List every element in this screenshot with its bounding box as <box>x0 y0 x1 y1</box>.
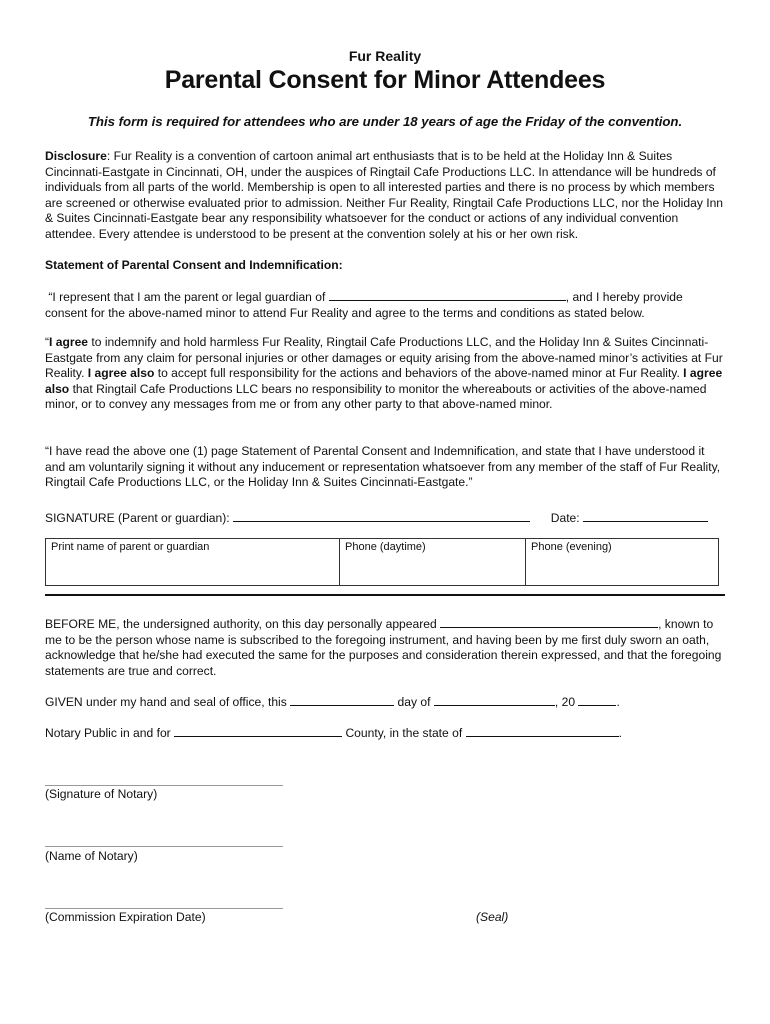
commission-date-label: (Commission Expiration Date) <box>45 910 206 924</box>
disclosure-label: Disclosure <box>45 149 107 163</box>
notary-public-text: Notary Public in and for <box>45 726 171 740</box>
known-text: , known to me to be the person whose name is subscribed to the foregoing instrument, and having been by me first duly sworn an oath, acknowledge that he/she had executed the same for the purposes and consideration therein expressed, and that the foregoing statements are true and correct. <box>45 617 722 678</box>
represent-text-before: “I represent that I am the parent or legal guardian of <box>48 290 326 304</box>
notary-public-row <box>45 724 727 742</box>
phone-evening-label: Phone (evening) <box>531 541 612 553</box>
phone-daytime-label: Phone (daytime) <box>345 541 426 553</box>
given-period: . <box>616 695 620 709</box>
disclosure-paragraph <box>45 149 727 243</box>
agreement-paragraph <box>45 335 727 413</box>
notary-period: . <box>618 726 622 740</box>
agree-clause-3: I agree also <box>45 366 723 396</box>
before-me-text: BEFORE ME, the undersigned authority, on this day personally appeared <box>45 617 437 631</box>
given-year-field[interactable] <box>578 693 616 706</box>
phone-daytime-cell[interactable] <box>340 539 526 586</box>
form-subtitle: This form is required for attendees who are under 18 years of age the Friday of the convention. <box>87 114 683 129</box>
phone-evening-cell[interactable] <box>526 539 719 586</box>
given-row <box>45 693 727 711</box>
statement-heading: Statement of Parental Consent and Indemnification: <box>45 258 343 272</box>
notary-statement-paragraph <box>45 615 727 679</box>
parent-info-table <box>45 538 719 586</box>
parent-signature-row <box>45 509 725 525</box>
disclosure-text: : Fur Reality is a convention of cartoon animal art enthusiasts that is to be held at the Holiday Inn & Suites Cincinnati-Eastgate in Cincinnati, OH, under the auspices of Ringtail Cafe Productions LLC. In attendance will be hundreds of individuals from all parts of the world. Membership is open to all interested parties and there is no process by which members are screened or otherwise evaluated prior to admission. Neither Fur Reality, Ringtail Cafe Productions LLC, nor the Holiday Inn & Suites Cincinnati-Eastgate bear any responsibility whatsoever for the conduct or actions of any individual convention attendee. Every attendee is understood to be present at the convention solely at his or her own risk. <box>45 149 724 241</box>
organization-name: Fur Reality <box>348 48 422 64</box>
notary-signature-label: (Signature of Notary) <box>45 787 158 801</box>
given-text: GIVEN under my hand and seal of office, this <box>45 695 287 709</box>
appeared-name-field[interactable] <box>440 615 658 628</box>
print-name-cell[interactable] <box>46 539 340 586</box>
date-label: Date: <box>550 511 580 525</box>
date-field[interactable] <box>583 509 708 522</box>
county-text: County, in the state of <box>345 726 463 740</box>
parent-signature-field[interactable] <box>233 509 530 522</box>
day-of-text: day of <box>397 695 431 709</box>
notary-name-label: (Name of Notary) <box>45 849 138 863</box>
represent-text-after: , and I hereby provide consent for the above-named minor to attend Fur Reality and agree to the terms and conditions as stated below. <box>45 290 683 320</box>
seal-label: (Seal) <box>476 910 509 924</box>
agree-text-3: that Ringtail Cafe Productions LLC bears no responsibility to monitor the whereabouts or activities of the above-named minor, or to convey any messages from me or from any other party to that above-named minor. <box>45 381 707 412</box>
page-title: Parental Consent for Minor Attendees <box>164 66 606 94</box>
given-month-field[interactable] <box>434 693 555 706</box>
state-field[interactable] <box>466 724 619 737</box>
agree-clause-1: I agree <box>49 335 89 349</box>
agree-clause-2: I agree also <box>87 366 155 381</box>
signature-label: SIGNATURE (Parent or guardian): <box>45 511 230 525</box>
notary-signature-line[interactable] <box>45 785 283 786</box>
open-quote: “ <box>45 335 50 349</box>
agree-text-2: to accept full responsibility for the actions and behaviors of the above-named minor at Fur Reality. <box>154 366 684 381</box>
year-prefix-text: , 20 <box>554 695 576 709</box>
section-divider <box>45 594 725 596</box>
print-name-label: Print name of parent or guardian <box>51 541 210 553</box>
minor-name-field[interactable] <box>329 288 566 301</box>
notary-name-line[interactable] <box>45 846 283 847</box>
county-field[interactable] <box>174 724 342 737</box>
represent-paragraph <box>45 288 727 321</box>
given-day-field[interactable] <box>290 693 394 706</box>
commission-date-line[interactable] <box>45 908 283 909</box>
agree-text-1: to indemnify and hold harmless Fur Reality, Ringtail Cafe Productions LLC, and the Holiday Inn & Suites Cincinnati-Eastgate from any claim for personal injuries or other damages or equity arising from the above-named minor’s activities at Fur Reality. <box>45 335 723 381</box>
read-statement-paragraph: “I have read the above one (1) page Statement of Parental Consent and Indemnification, and state that I have understood it and am voluntarily signing it without any inducement or representation whatsoever from any member of the staff of Fur Reality, Ringtail Cafe Productions LLC, or the Holiday Inn & Suites Cincinnati-Eastgate.” <box>45 444 721 490</box>
